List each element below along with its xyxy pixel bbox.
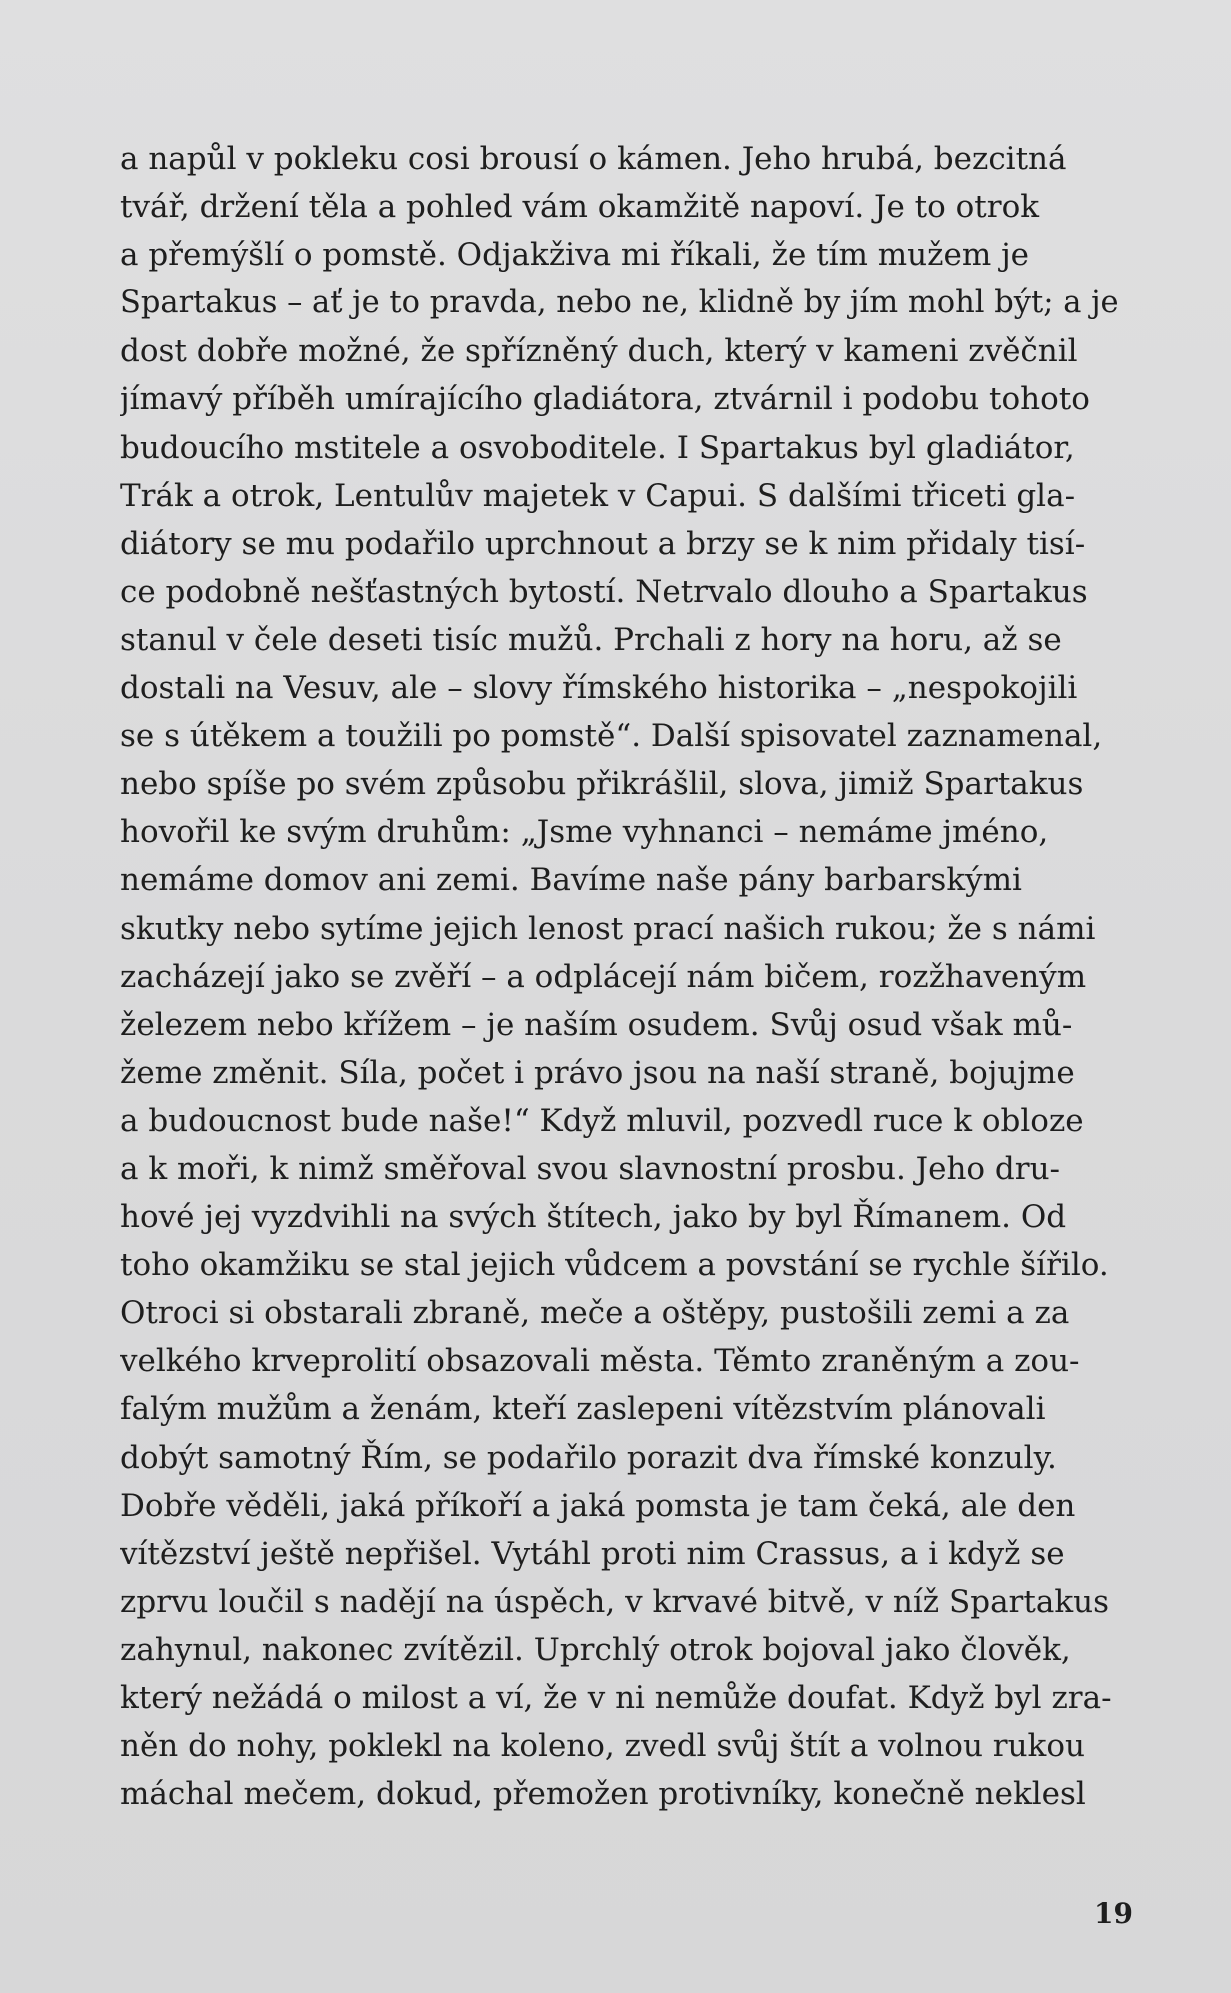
text-line: něn do nohy, poklekl na koleno, zvedl svůj štít a volnou rukou <box>120 1728 1085 1765</box>
text-line: skutky nebo sytíme jejich lenost prací našich rukou; že s námi <box>120 910 1096 947</box>
text-line: vítězství ještě nepřišel. Vytáhl proti nim Crassus, a i když se <box>120 1535 1065 1572</box>
text-line: železem nebo křížem – je naším osudem. Svůj osud však mů- <box>120 1006 1073 1043</box>
text-line: a přemýšlí o pomstě. Odjakživa mi říkali, že tím mužem je <box>120 237 1030 274</box>
text-line: budoucího mstitele a osvoboditele. I Spartakus byl gladiátor, <box>120 429 1075 466</box>
text-line: zacházejí jako se zvěří – a odplácejí nám bičem, rozžhaveným <box>120 958 1087 995</box>
text-line: diátory se mu podařilo uprchnout a brzy se k nim přidaly tisí- <box>120 525 1086 562</box>
text-line: Otroci si obstarali zbraně, meče a oštěpy, pustošili zemi a za <box>120 1295 1070 1332</box>
text-line: nemáme domov ani zemi. Bavíme naše pány barbarskými <box>120 862 1022 899</box>
text-line: zahynul, nakonec zvítězil. Uprchlý otrok bojoval jako člověk, <box>120 1631 1071 1668</box>
text-line: a budoucnost bude naše!“ Když mluvil, pozvedl ruce k obloze <box>120 1102 1084 1139</box>
text-line: a napůl v pokleku cosi brousí o kámen. Jeho hrubá, bezcitná <box>120 141 1067 177</box>
text-line: velkého krveprolití obsazovali města. Těmto zraněným a zou- <box>120 1343 1080 1380</box>
text-line: dost dobře možné, že spřízněný duch, který v kameni zvěčnil <box>120 333 1078 370</box>
text-line: žeme změnit. Síla, počet i právo jsou na naší straně, bojujme <box>120 1054 1075 1091</box>
text-line: který nežádá o milost a ví, že v ni nemůže doufat. Když byl zra- <box>120 1680 1112 1716</box>
text-line: ce podobně nešťastných bytostí. Netrvalo dlouho a Spartakus <box>120 573 1088 610</box>
text-line: Trák a otrok, Lentulův majetek v Capui. S dalšími třiceti gla- <box>120 477 1076 514</box>
text-line: hové jej vyzdvihli na svých štítech, jako by byl Římanem. Od <box>120 1199 1067 1236</box>
text-line: Spartakus – ať je to pravda, nebo ne, klidně by jím mohl být; a je <box>120 285 1119 321</box>
page-number: 19 <box>1094 1897 1133 1930</box>
text-line: se s útěkem a toužili po pomstě“. Další spisovatel zaznamenal, <box>120 718 1103 755</box>
text-line: máchal mečem, dokud, přemožen protivníky, konečně neklesl <box>120 1776 1086 1813</box>
text-line: hovořil ke svým druhům: „Jsme vyhnanci – nemáme jméno, <box>120 814 1049 851</box>
text-line: Dobře věděli, jaká příkoří a jaká pomsta je tam čeká, ale den <box>120 1487 1076 1524</box>
text-line: stanul v čele deseti tisíc mužů. Prchali z hory na horu, až se <box>120 621 1062 658</box>
text-line: a k moři, k nimž směřoval svou slavnostní prosbu. Jeho dru- <box>120 1150 1061 1187</box>
text-line: toho okamžiku se stal jejich vůdcem a povstání se rychle šířilo. <box>120 1247 1109 1284</box>
body-text <box>120 135 1132 1818</box>
text-line: zprvu loučil s nadějí na úspěch, v krvavé bitvě, v níž Spartakus <box>120 1583 1109 1620</box>
text-line: tvář, držení těla a pohled vám okamžitě napoví. Je to otrok <box>120 189 1040 226</box>
text-line: jímavý příběh umírajícího gladiátora, ztvárnil i podobu tohoto <box>120 381 1090 418</box>
text-line: falým mužům a ženám, kteří zaslepeni vítězstvím plánovali <box>120 1391 1046 1428</box>
text-line: nebo spíše po svém způsobu přikrášlil, slova, jimiž Spartakus <box>120 766 1084 803</box>
text-line: dostali na Vesuv, ale – slovy římského historika – „nespokojili <box>120 670 1078 707</box>
text-line: dobýt samotný Řím, se podařilo porazit dva římské konzuly. <box>120 1439 1057 1476</box>
